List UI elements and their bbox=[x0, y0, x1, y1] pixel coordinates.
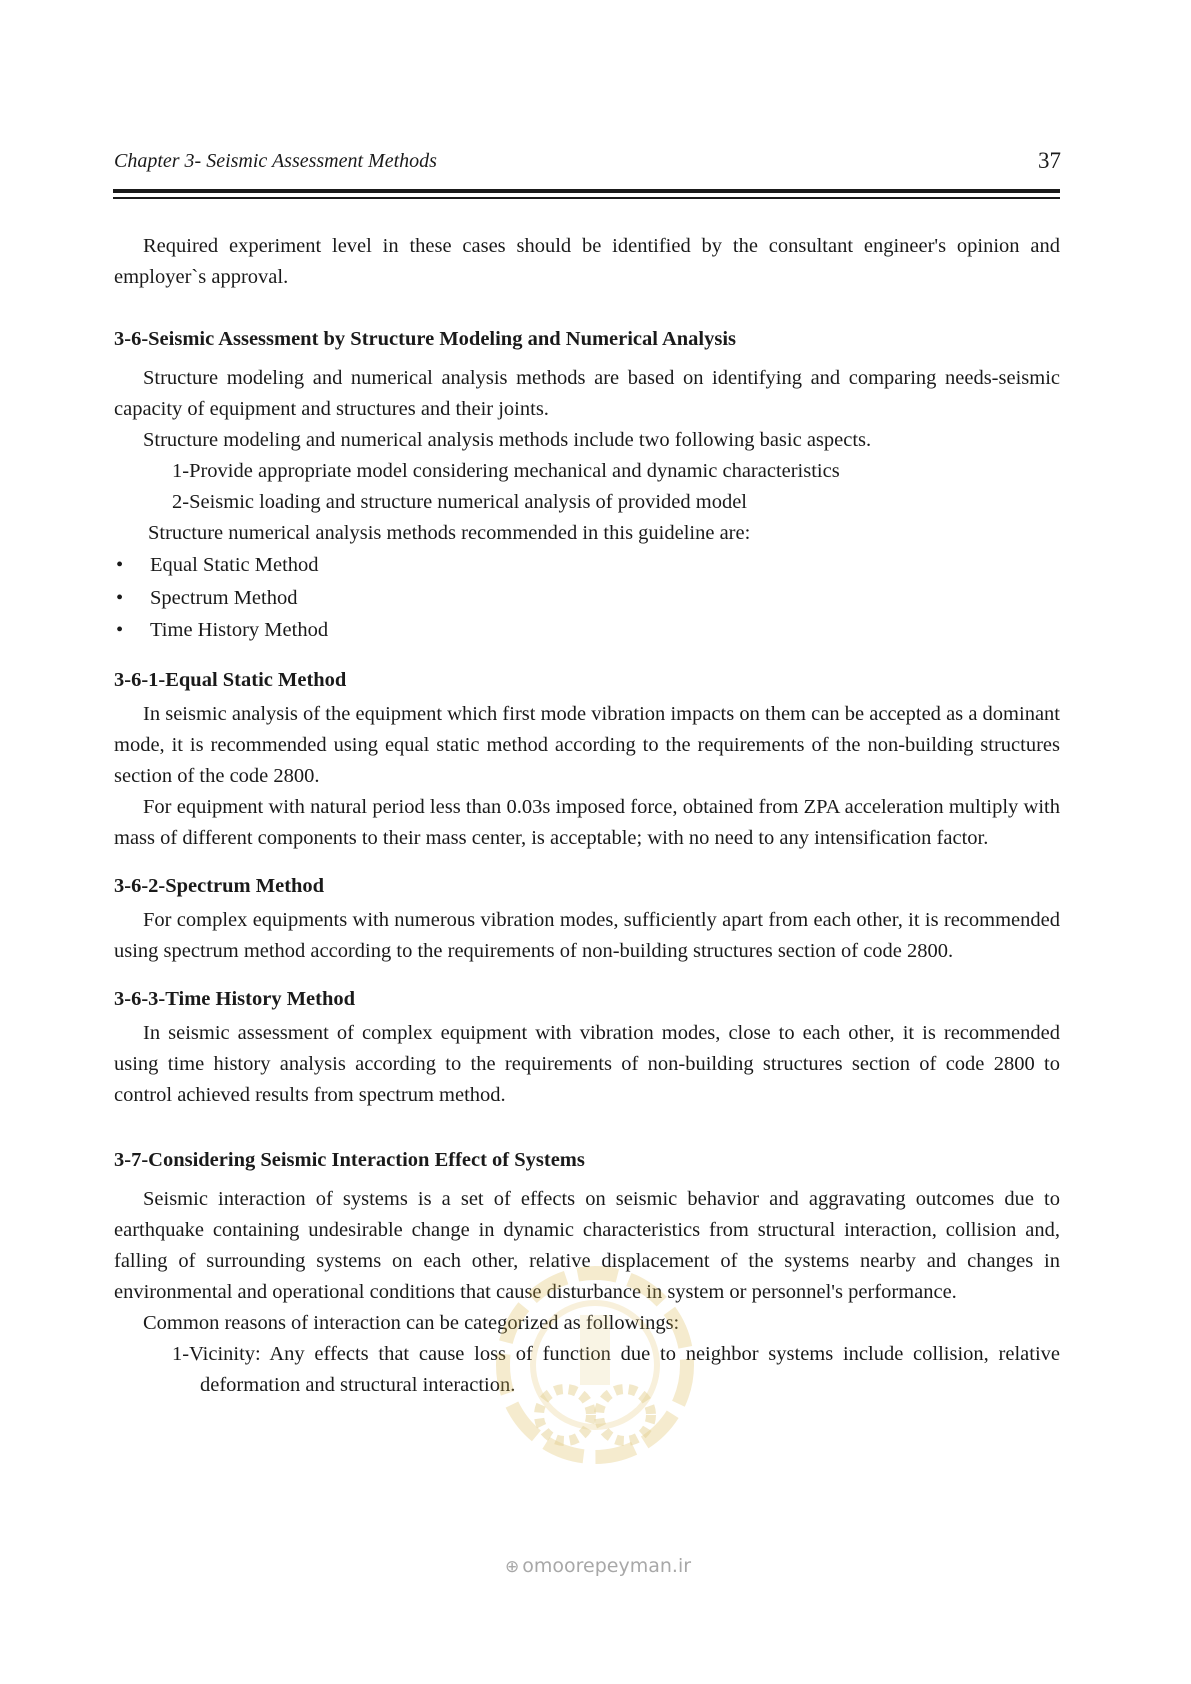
bullet-icon: • bbox=[116, 554, 124, 576]
paragraph: For equipment with natural period less than 0.03s imposed force, obtained from ZPA acceleration multiply with mass of different components to their mass center, is acceptable; with no need to any intensification factor. bbox=[114, 795, 1060, 849]
list-item: 2-Seismic loading and structure numerical analysis of provided model bbox=[172, 491, 747, 513]
header-rule-thick bbox=[113, 189, 1060, 193]
body-content bbox=[114, 231, 1060, 1401]
section-heading-3-7: 3-7-Considering Seismic Interaction Effect of Systems bbox=[114, 1148, 585, 1171]
paragraph: Structure modeling and numerical analysis methods include two following basic aspects. bbox=[143, 429, 872, 451]
watermark-emblem bbox=[503, 1273, 687, 1457]
section-heading-3-6-3: 3-6-3-Time History Method bbox=[114, 987, 356, 1010]
paragraph: In seismic analysis of the equipment which first mode vibration impacts on them can be accepted as a dominant mode, it is recommended using equal static method according to the requirements of the non-building structures section of the code 2800. bbox=[114, 702, 1060, 787]
paragraph: Structure numerical analysis methods recommended in this guideline are: bbox=[148, 522, 751, 544]
bullet-icon: • bbox=[116, 619, 124, 641]
intro-paragraph: Required experiment level in these cases should be identified by the consultant engineer's opinion and employer`s approval. bbox=[114, 235, 1060, 288]
globe-icon: ⊕ bbox=[505, 1557, 520, 1577]
bullet-icon: • bbox=[116, 586, 124, 609]
paragraph: Seismic interaction of systems is a set of effects on seismic behavior and aggravating outcomes due to earthquake containing undesirable change in dynamic characteristics from structural interaction, collision and, falling of surrounding systems on each other, relative displacement of the systems nearby and changes in environmental and operational conditions that cause disturbance in system or personnel's performance. bbox=[114, 1187, 1060, 1303]
page-number: 37 bbox=[1038, 148, 1061, 173]
method-bullet-list bbox=[114, 549, 1060, 647]
bullet-text: Time History Method bbox=[150, 619, 329, 641]
bullet-text: Spectrum Method bbox=[150, 586, 298, 609]
section-heading-3-6-2: 3-6-2-Spectrum Method bbox=[114, 874, 325, 897]
watermark-url-text: omoorepeyman.ir bbox=[522, 1555, 692, 1577]
list-item: 1-Provide appropriate model considering mechanical and dynamic characteristics bbox=[172, 460, 840, 482]
bullet-item bbox=[114, 582, 1060, 615]
list-item: 1-Vicinity: Any effects that cause loss of function due to neighbor systems include collision, relative deformation and structural interaction. bbox=[172, 1342, 1060, 1396]
paragraph: Common reasons of interaction can be categorized as followings: bbox=[143, 1311, 680, 1334]
watermark-url bbox=[505, 1555, 691, 1577]
paragraph: For complex equipments with numerous vibration modes, sufficiently apart from each other, it is recommended using spectrum method according to the requirements of non-building structures section of code 2800. bbox=[114, 908, 1060, 962]
watermark-logo bbox=[470, 1255, 720, 1505]
section-heading-3-6-1: 3-6-1-Equal Static Method bbox=[114, 668, 347, 691]
bullet-item bbox=[114, 614, 1060, 647]
bullet-text: Equal Static Method bbox=[150, 554, 319, 576]
paragraph: Structure modeling and numerical analysis methods are based on identifying and comparing needs-seismic capacity of equipment and structures and their joints. bbox=[114, 367, 1060, 420]
header-rule-thin bbox=[113, 197, 1060, 199]
section-heading-3-6: 3-6-Seismic Assessment by Structure Modeling and Numerical Analysis bbox=[114, 328, 737, 350]
bullet-item bbox=[114, 549, 1060, 582]
running-header-title: Chapter 3- Seismic Assessment Methods bbox=[114, 150, 437, 172]
paragraph: In seismic assessment of complex equipment with vibration modes, close to each other, it is recommended using time history analysis according to the requirements of non-building structures section of code 2800 to control achieved results from spectrum method. bbox=[114, 1021, 1060, 1106]
